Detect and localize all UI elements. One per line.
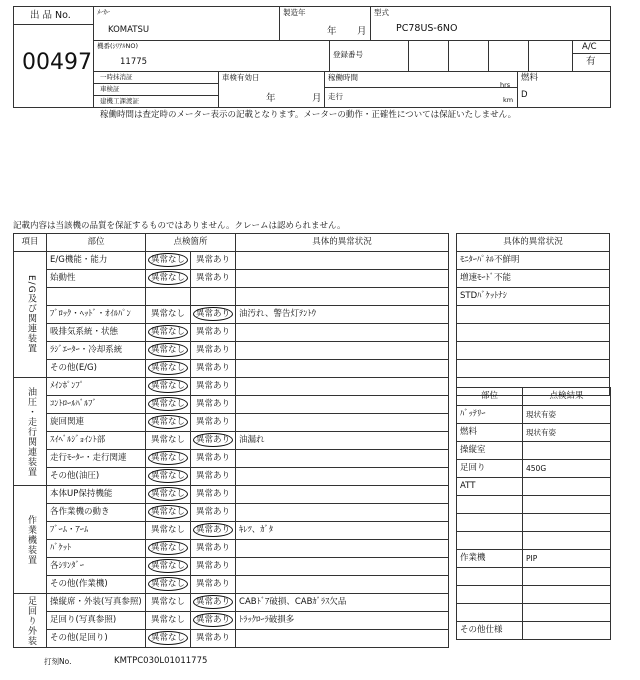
abnormal-option[interactable]: 異常あり bbox=[196, 561, 231, 572]
normal-cell bbox=[146, 414, 191, 432]
selection-circle bbox=[193, 595, 233, 609]
results-row bbox=[457, 586, 611, 604]
abnormal-option[interactable]: 異常あり bbox=[196, 633, 231, 644]
results-part bbox=[457, 532, 523, 550]
abnormal-text bbox=[457, 342, 610, 360]
abnormal-cell bbox=[191, 630, 236, 648]
shuppin-label: 出 品 No. bbox=[30, 10, 71, 21]
normal-cell bbox=[146, 378, 191, 396]
normal-option[interactable]: 異常なし bbox=[151, 417, 186, 428]
inspection-row bbox=[14, 252, 449, 270]
normal-option[interactable]: 異常なし bbox=[151, 255, 186, 266]
results-header-row bbox=[457, 388, 611, 406]
group-label: 足回り外装 bbox=[25, 595, 36, 646]
normal-cell bbox=[146, 558, 191, 576]
detail-cell bbox=[236, 630, 449, 648]
inspection-row bbox=[14, 396, 449, 414]
maker-value: KOMATSU bbox=[108, 25, 150, 35]
selection-circle bbox=[193, 613, 233, 627]
results-part bbox=[457, 568, 523, 586]
normal-cell bbox=[146, 432, 191, 450]
results-row bbox=[457, 460, 611, 478]
abnormal-option[interactable]: 異常あり bbox=[196, 381, 231, 392]
detail-cell bbox=[236, 414, 449, 432]
normal-option[interactable]: 異常なし bbox=[151, 273, 186, 284]
hrs-unit: hrs bbox=[500, 81, 511, 89]
abnormal-option[interactable]: 異常あり bbox=[196, 615, 231, 626]
shaken-label: 車検証 bbox=[100, 85, 120, 93]
detail-cell bbox=[236, 396, 449, 414]
stamp-no-label: 打刻No. bbox=[44, 657, 72, 666]
selection-circle bbox=[148, 361, 188, 375]
normal-cell bbox=[146, 270, 191, 288]
abnormal-option[interactable]: 異常あり bbox=[196, 525, 231, 536]
results-row bbox=[457, 568, 611, 586]
detail-cell bbox=[236, 468, 449, 486]
normal-option[interactable]: 異常なし bbox=[151, 345, 186, 356]
normal-cell bbox=[146, 468, 191, 486]
selection-circle bbox=[193, 307, 233, 321]
inspection-row bbox=[14, 504, 449, 522]
kadou-label: 稼働時間 bbox=[328, 73, 358, 82]
inspection-header-row bbox=[14, 234, 449, 252]
normal-option[interactable]: 異常なし bbox=[151, 615, 186, 626]
part-cell: E/G機能・能力 bbox=[47, 252, 146, 270]
abnormal-row bbox=[457, 324, 610, 342]
selection-circle bbox=[148, 325, 188, 339]
abnormal-cell bbox=[191, 612, 236, 630]
detail-cell bbox=[236, 540, 449, 558]
abnormal-option[interactable]: 異常あり bbox=[196, 417, 231, 428]
normal-cell bbox=[146, 252, 191, 270]
results-col-result: 点検結果 bbox=[523, 388, 611, 406]
detail-cell bbox=[236, 504, 449, 522]
abnormal-cell bbox=[191, 396, 236, 414]
abnormal-cell bbox=[191, 522, 236, 540]
results-part: 足回り bbox=[457, 460, 523, 478]
inspection-row bbox=[14, 468, 449, 486]
normal-option[interactable]: 異常なし bbox=[151, 309, 186, 320]
selection-circle bbox=[148, 397, 188, 411]
abnormal-cell bbox=[191, 450, 236, 468]
detail-cell: ｷﾚﾂ、ｶﾞﾀ bbox=[236, 522, 449, 540]
shuppin-number: 00497 bbox=[22, 50, 92, 75]
normal-option[interactable]: 異常なし bbox=[151, 489, 186, 500]
normal-option[interactable]: 異常なし bbox=[151, 453, 186, 464]
fuel-value: D bbox=[521, 90, 528, 100]
results-part bbox=[457, 604, 523, 622]
part-cell: ｺﾝﾄﾛｰﾙﾊﾞﾙﾌﾞ bbox=[47, 396, 146, 414]
group-label: 作業機装置 bbox=[25, 514, 36, 565]
normal-cell bbox=[146, 324, 191, 342]
detail-cell bbox=[236, 558, 449, 576]
abnormal-cell bbox=[191, 414, 236, 432]
shaken-month-unit: 月 bbox=[312, 93, 322, 104]
col-check: 点検箇所 bbox=[146, 234, 236, 252]
results-col-part: 部位 bbox=[457, 388, 523, 406]
results-part: ATT bbox=[457, 478, 523, 496]
col-part: 部位 bbox=[47, 234, 146, 252]
inspection-row bbox=[14, 378, 449, 396]
toroku-label: 登録番号 bbox=[333, 50, 363, 59]
stamp-no-value: KMTPC030L01011775 bbox=[114, 656, 208, 666]
abnormal-cell bbox=[191, 540, 236, 558]
normal-option[interactable]: 異常なし bbox=[151, 543, 186, 554]
abnormal-text bbox=[457, 360, 610, 378]
results-part bbox=[457, 496, 523, 514]
results-row bbox=[457, 604, 611, 622]
detail-cell: CABﾄﾞｱ破損、CABｶﾞﾗｽ欠品 bbox=[236, 594, 449, 612]
ac-value: 有 bbox=[586, 56, 596, 67]
part-cell bbox=[47, 288, 146, 306]
abnormal-cell bbox=[191, 576, 236, 594]
results-value bbox=[523, 496, 611, 514]
abnormal-option[interactable]: 異常あり bbox=[196, 507, 231, 518]
results-part bbox=[457, 586, 523, 604]
selection-circle bbox=[148, 559, 188, 573]
normal-option[interactable]: 異常なし bbox=[151, 507, 186, 518]
part-cell: 本体UP保持機能 bbox=[47, 486, 146, 504]
results-row bbox=[457, 496, 611, 514]
selection-circle bbox=[148, 343, 188, 357]
selection-circle bbox=[193, 433, 233, 447]
normal-cell bbox=[146, 396, 191, 414]
detail-cell: 油漏れ bbox=[236, 432, 449, 450]
inspection-row bbox=[14, 342, 449, 360]
selection-circle bbox=[148, 469, 188, 483]
normal-option[interactable]: 異常なし bbox=[151, 471, 186, 482]
group-label-cell bbox=[14, 378, 47, 486]
abnormal-option[interactable]: 異常あり bbox=[196, 435, 231, 446]
abnormal-cell bbox=[191, 270, 236, 288]
seizo-year-unit: 年 bbox=[327, 26, 337, 37]
abnormal-cell bbox=[191, 378, 236, 396]
abnormal-cell bbox=[191, 306, 236, 324]
results-part: 作業機 bbox=[457, 550, 523, 568]
part-cell: その他(足回り) bbox=[47, 630, 146, 648]
abnormal-option[interactable]: 異常あり bbox=[196, 255, 231, 266]
part-cell: 各ｼﾘﾝﾀﾞｰ bbox=[47, 558, 146, 576]
maker-label: ﾒｰｶｰ bbox=[97, 8, 110, 16]
inspection-row bbox=[14, 486, 449, 504]
abnormal-option[interactable]: 異常あり bbox=[196, 471, 231, 482]
seizo-month-unit: 月 bbox=[357, 26, 367, 37]
detail-cell bbox=[236, 486, 449, 504]
results-row bbox=[457, 424, 611, 442]
abnormal-option[interactable]: 異常あり bbox=[196, 309, 231, 320]
part-cell: 走行ﾓｰﾀｰ・走行関連 bbox=[47, 450, 146, 468]
inspection-row bbox=[14, 270, 449, 288]
abnormal-text: ﾓﾆﾀｰﾊﾟﾈﾙ不鮮明 bbox=[457, 252, 610, 270]
part-cell: ｽｲﾍﾞﾙｼﾞｮｲﾝﾄ部 bbox=[47, 432, 146, 450]
group-label: E/G及び関連装置 bbox=[25, 275, 36, 354]
abnormal-cell bbox=[191, 288, 236, 306]
normal-cell bbox=[146, 450, 191, 468]
abnormal-row bbox=[457, 270, 610, 288]
results-row bbox=[457, 514, 611, 532]
normal-cell bbox=[146, 342, 191, 360]
part-cell: 操縦席・外装(写真参照) bbox=[47, 594, 146, 612]
abnormal-header: 具体的異常状況 bbox=[457, 234, 610, 252]
abnormal-option[interactable]: 異常あり bbox=[196, 273, 231, 284]
part-cell: ﾊﾞｹｯﾄ bbox=[47, 540, 146, 558]
normal-cell bbox=[146, 504, 191, 522]
inspection-row bbox=[14, 360, 449, 378]
abnormal-cell bbox=[191, 594, 236, 612]
seizo-label: 製造年 bbox=[283, 8, 306, 17]
results-value: PIP bbox=[523, 550, 611, 568]
abnormal-option[interactable]: 異常あり bbox=[196, 489, 231, 500]
normal-option[interactable]: 異常なし bbox=[151, 579, 186, 590]
normal-cell bbox=[146, 522, 191, 540]
selection-circle bbox=[148, 577, 188, 591]
normal-option[interactable]: 異常なし bbox=[151, 399, 186, 410]
fuel-label: 燃料 bbox=[521, 73, 539, 83]
normal-option[interactable]: 異常なし bbox=[151, 561, 186, 572]
abnormal-option[interactable]: 異常あり bbox=[196, 363, 231, 374]
abnormal-cell bbox=[191, 486, 236, 504]
detail-cell bbox=[236, 288, 449, 306]
abnormal-row bbox=[457, 360, 610, 378]
detail-cell bbox=[236, 450, 449, 468]
selection-circle bbox=[148, 505, 188, 519]
abnormal-cell bbox=[191, 432, 236, 450]
selection-circle bbox=[148, 451, 188, 465]
inspection-row bbox=[14, 432, 449, 450]
abnormal-option[interactable]: 異常あり bbox=[196, 327, 231, 338]
part-cell: その他(油圧) bbox=[47, 468, 146, 486]
detail-cell bbox=[236, 576, 449, 594]
kiban-value: 11775 bbox=[120, 57, 148, 67]
normal-option[interactable]: 異常なし bbox=[151, 381, 186, 392]
col-category: 項目 bbox=[14, 234, 47, 252]
results-value bbox=[523, 604, 611, 622]
results-row bbox=[457, 406, 611, 424]
abnormal-status-table bbox=[456, 233, 610, 396]
detail-cell bbox=[236, 378, 449, 396]
inspection-row bbox=[14, 540, 449, 558]
normal-option[interactable]: 異常なし bbox=[151, 633, 186, 644]
results-value bbox=[523, 622, 611, 640]
normal-option[interactable]: 異常なし bbox=[151, 327, 186, 338]
abnormal-option[interactable]: 異常あり bbox=[196, 453, 231, 464]
abnormal-option[interactable]: 異常あり bbox=[196, 543, 231, 554]
results-part: 燃料 bbox=[457, 424, 523, 442]
model-label: 型式 bbox=[374, 8, 389, 17]
group-label-cell bbox=[14, 486, 47, 594]
results-row bbox=[457, 442, 611, 460]
inspection-row bbox=[14, 594, 449, 612]
part-cell: 旋回関連 bbox=[47, 414, 146, 432]
detail-cell bbox=[236, 324, 449, 342]
part-cell: ﾌﾞｰﾑ・ｱｰﾑ bbox=[47, 522, 146, 540]
part-cell: ﾒｲﾝﾎﾟﾝﾌﾟ bbox=[47, 378, 146, 396]
kogyo-label: 建機工課渡証 bbox=[100, 97, 139, 105]
meter-note: 稼働時間は査定時のメーター表示の記載となります。メーターの動作・正確性については保証いたしません。 bbox=[100, 110, 517, 120]
abnormal-cell bbox=[191, 252, 236, 270]
group-label-cell bbox=[14, 594, 47, 648]
normal-cell bbox=[146, 288, 191, 306]
detail-cell bbox=[236, 360, 449, 378]
inspection-table bbox=[13, 233, 449, 648]
abnormal-text bbox=[457, 306, 610, 324]
detail-cell bbox=[236, 270, 449, 288]
abnormal-option[interactable]: 異常あり bbox=[196, 597, 231, 608]
selection-circle bbox=[193, 523, 233, 537]
normal-cell bbox=[146, 612, 191, 630]
inspection-row bbox=[14, 576, 449, 594]
results-value bbox=[523, 532, 611, 550]
abnormal-option[interactable]: 異常あり bbox=[196, 345, 231, 356]
results-row bbox=[457, 478, 611, 496]
abnormal-option[interactable]: 異常あり bbox=[196, 399, 231, 410]
results-value bbox=[523, 478, 611, 496]
part-cell: ﾗｼﾞｴｰﾀｰ・冷却系統 bbox=[47, 342, 146, 360]
results-row bbox=[457, 550, 611, 568]
selection-circle bbox=[148, 415, 188, 429]
abnormal-row bbox=[457, 306, 610, 324]
abnormal-text bbox=[457, 324, 610, 342]
normal-cell bbox=[146, 360, 191, 378]
results-value: 450G bbox=[523, 460, 611, 478]
results-row bbox=[457, 532, 611, 550]
results-value: 現状有姿 bbox=[523, 406, 611, 424]
inspection-row bbox=[14, 288, 449, 306]
part-cell: 始動性 bbox=[47, 270, 146, 288]
normal-cell bbox=[146, 540, 191, 558]
normal-cell bbox=[146, 576, 191, 594]
part-cell: 吸排気系統・状態 bbox=[47, 324, 146, 342]
inspection-row bbox=[14, 522, 449, 540]
abnormal-header-row bbox=[457, 234, 610, 252]
inspection-row bbox=[14, 630, 449, 648]
abnormal-cell bbox=[191, 504, 236, 522]
detail-cell: ﾄﾗｯｸﾛｰﾗ破損多 bbox=[236, 612, 449, 630]
results-row bbox=[457, 622, 611, 640]
part-cell: ﾌﾞﾛｯｸ・ﾍｯﾄﾞ・ｵｲﾙﾊﾟﾝ bbox=[47, 306, 146, 324]
ichiji-label: 一時抹消証 bbox=[100, 73, 133, 81]
inspection-row bbox=[14, 324, 449, 342]
disclaimer: 記載内容は当該機の品質を保証するものではありません。クレームは認められません。 bbox=[13, 221, 346, 231]
part-cell: その他(作業機) bbox=[47, 576, 146, 594]
abnormal-text: STDﾊﾞｹｯﾄﾅｼ bbox=[457, 288, 610, 306]
results-value bbox=[523, 514, 611, 532]
abnormal-text: 増速ﾓｰﾄﾞ不能 bbox=[457, 270, 610, 288]
selection-circle bbox=[148, 631, 188, 645]
selection-circle bbox=[148, 271, 188, 285]
abnormal-cell bbox=[191, 558, 236, 576]
results-part: その他仕様 bbox=[457, 622, 523, 640]
results-part: ﾊﾞｯﾃﾘｰ bbox=[457, 406, 523, 424]
normal-option[interactable]: 異常なし bbox=[151, 435, 186, 446]
detail-cell: 油汚れ、警告灯ﾃﾝﾄｳ bbox=[236, 306, 449, 324]
soko-label: 走行 bbox=[328, 92, 343, 101]
inspection-row bbox=[14, 414, 449, 432]
abnormal-row bbox=[457, 252, 610, 270]
group-label: 油圧・走行関連装置 bbox=[25, 386, 36, 477]
abnormal-row bbox=[457, 288, 610, 306]
inspection-row bbox=[14, 450, 449, 468]
shaken-yuko-label: 車検有効日 bbox=[222, 73, 260, 82]
normal-option[interactable]: 異常なし bbox=[151, 363, 186, 374]
model-value: PC78US-6NO bbox=[396, 23, 458, 34]
results-value bbox=[523, 586, 611, 604]
normal-cell bbox=[146, 486, 191, 504]
shaken-year-unit: 年 bbox=[266, 93, 276, 104]
col-detail: 具体的異常状況 bbox=[236, 234, 449, 252]
part-cell: 足回り(写真参照) bbox=[47, 612, 146, 630]
abnormal-cell bbox=[191, 360, 236, 378]
abnormal-row bbox=[457, 342, 610, 360]
inspection-row bbox=[14, 306, 449, 324]
selection-circle bbox=[148, 487, 188, 501]
inspection-row bbox=[14, 612, 449, 630]
detail-cell bbox=[236, 342, 449, 360]
normal-cell bbox=[146, 630, 191, 648]
abnormal-cell bbox=[191, 324, 236, 342]
results-part: 操縦室 bbox=[457, 442, 523, 460]
selection-circle bbox=[148, 541, 188, 555]
normal-cell bbox=[146, 306, 191, 324]
normal-cell bbox=[146, 594, 191, 612]
group-label-cell bbox=[14, 252, 47, 378]
kiban-label: 機番(ｼﾘｱﾙNO) bbox=[97, 42, 139, 50]
normal-option[interactable]: 異常なし bbox=[151, 525, 186, 536]
results-value bbox=[523, 442, 611, 460]
ac-label: A/C bbox=[582, 42, 597, 52]
inspection-row bbox=[14, 558, 449, 576]
results-value bbox=[523, 568, 611, 586]
km-unit: km bbox=[503, 96, 514, 104]
abnormal-cell bbox=[191, 468, 236, 486]
abnormal-cell bbox=[191, 342, 236, 360]
detail-cell bbox=[236, 252, 449, 270]
results-part bbox=[457, 514, 523, 532]
normal-option[interactable]: 異常なし bbox=[151, 597, 186, 608]
results-table bbox=[456, 387, 611, 640]
selection-circle bbox=[148, 253, 188, 267]
abnormal-option[interactable]: 異常あり bbox=[196, 579, 231, 590]
selection-circle bbox=[148, 379, 188, 393]
results-value: 現状有姿 bbox=[523, 424, 611, 442]
part-cell: 各作業機の動き bbox=[47, 504, 146, 522]
part-cell: その他(E/G) bbox=[47, 360, 146, 378]
